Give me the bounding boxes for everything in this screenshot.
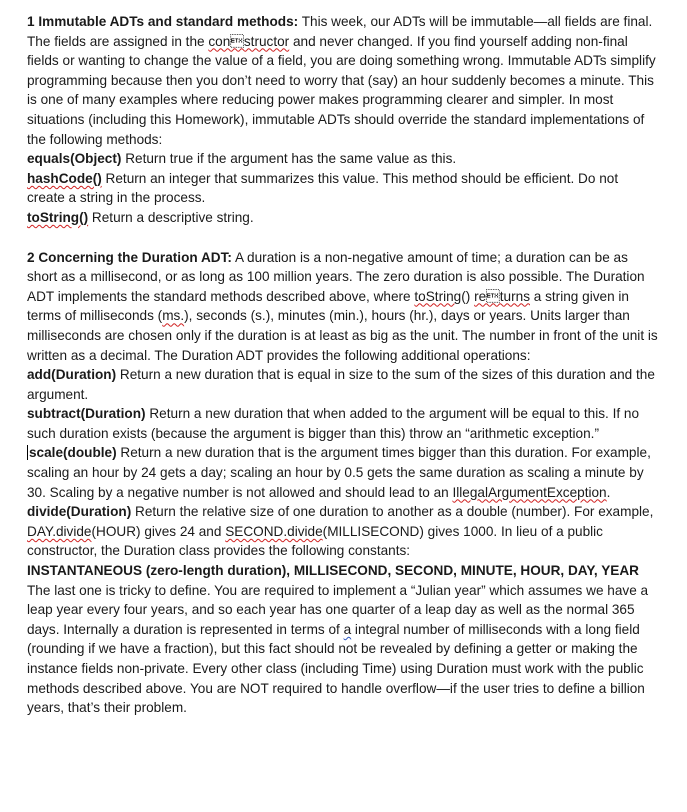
section2-heading: 2 Concerning the Duration ADT: — [27, 249, 232, 265]
method-equals: equals(Object) Return true if the argument has the same value as this. — [27, 151, 457, 167]
paragraph-gap — [27, 228, 659, 248]
section1-heading: 1 Immutable ADTs and standard methods: — [27, 14, 299, 29]
op-divide: divide(Duration) Return the relative size of one duration to another as a double (number). For example, DAY.divide(HOUR) gives 24 and SECOND.divide(MILLISECOND) gives 1000. In lieu of a public constructor, the Duration class provides the following constants: — [27, 504, 654, 559]
text-cursor — [27, 445, 28, 460]
section2-paragraph: 2 Concerning the Duration ADT: A duration is a non-negative amount of time; a duration can be as short as a millisecond, or as long as 100 million years. The zero duration is also possible. The Duration ADT implements the standard methods described above, where toString() returns a string given in terms of milliseconds (ms.), seconds (s.), minutes (min.), hours (hr.), days or years. Units larger than milliseconds are chosen only if the duration is at least as big as the unit. The number in front of the unit is written as a decimal. The Duration ADT provides the following additional operations: — [27, 249, 658, 363]
closing-paragraph: The last one is tricky to define. You are required to implement a “Julian year” which assumes we have a leap year every four years, and so each year has one quarter of a leap day as well as the normal 365 days. Internally a duration is represented in terms of a integral number of milliseconds with a long field (rounding if we have a fraction), but this fact should not be revealed by defining a getter or making the instance fields non-private. Every other class (including Time) using Duration must work with the public methods described above. You are NOT required to handle overflow—if the user tries to define a billion years, that’s their problem. — [27, 582, 649, 716]
document-page — [27, 12, 659, 718]
section1-paragraph: 1 Immutable ADTs and standard methods: This week, our ADTs will be immutable—all fields are final. The fields are assigned in the constructor and never changed. If you find yourself adding non-final fields or wanting to change the value of a field, you are doing something wrong. Immutable ADTs simplify programming because then you don’t need to worry that (say) an hour suddenly becomes a minute. This is one of many examples where reducing power makes programming clearer and simpler. In most situations (including this Homework), immutable ADTs should override the standard implementations of the following methods: — [27, 14, 656, 147]
method-hashcode: hashCode() Return an integer that summarizes this value. This method should be efficient. Do not create a string in the process. — [27, 170, 619, 206]
spelling-flag: constructor — [208, 33, 290, 49]
op-add: add(Duration) Return a new duration that is equal in size to the sum of the sizes of this duration and the argument. — [27, 367, 655, 402]
constants-line: INSTANTANEOUS (zero-length duration), MILLISECOND, SECOND, MINUTE, HOUR, DAY, YEAR — [27, 563, 639, 579]
op-scale: scale(double) Return a new duration that is the argument times bigger than this duration. For example, scaling an hour by 24 gets a day; scaling an hour by 0.5 gets the same duration as scaling a minute by 30. Scaling by a negative number is not allowed and should lead to an IllegalArgumentException. — [27, 445, 651, 500]
method-tostring: toString() Return a descriptive string. — [27, 209, 254, 225]
op-subtract: subtract(Duration) Return a new duration that when added to the argument will be equal to this. If no such duration exists (because the argument is bigger than this) throw an “arithmetic exception.” — [27, 406, 640, 441]
